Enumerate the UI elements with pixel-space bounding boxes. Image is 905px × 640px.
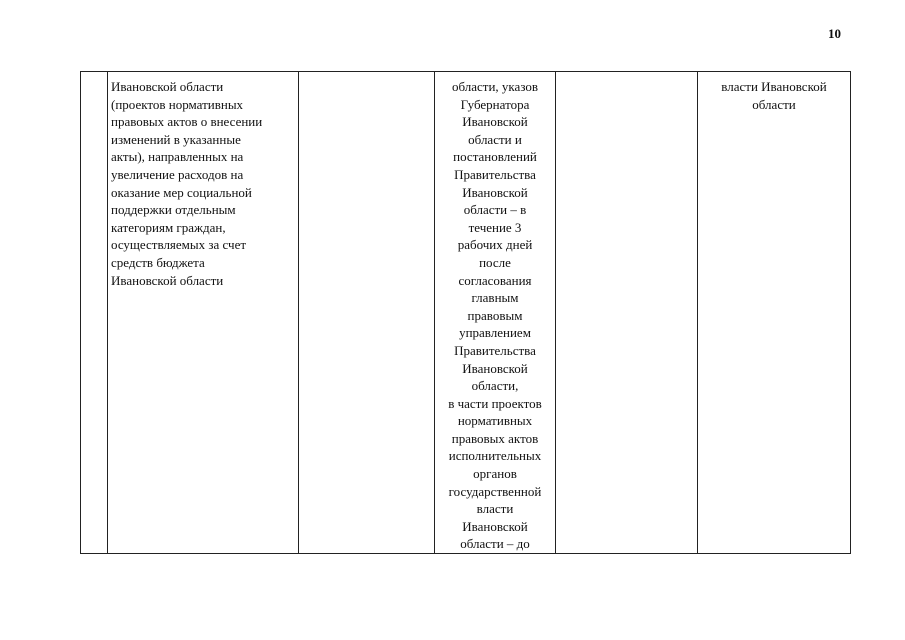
measure-name-text: Ивановской области (проектов нормативных правовых актов о внесении изменений в указанные акты), направленных на увеличение расходов на оказание мер социальной поддержки отдельным категориям граждан, осуществляемых за счет средств бюджета Ивановской области (111, 79, 263, 288)
deadline-text: области, указов Губернатора Ивановской области и постановлений Правительства Ивановской области – в течение 3 рабочих дней после согласования главным правовым управлением Правительства Ивановской области, в части проектов нормативных правовых актов исполнительных органов государственной власти Ивановской области – до (448, 79, 542, 552)
continuation-table (80, 71, 851, 554)
empty-cell (556, 72, 698, 554)
empty-cell (299, 72, 435, 554)
measure-name-cell (108, 72, 299, 554)
page-number: 10 (828, 26, 841, 41)
table-row (81, 72, 851, 554)
row-number-cell (81, 72, 108, 554)
deadline-cell (435, 72, 556, 554)
responsible-cell (698, 72, 851, 554)
responsible-text: власти Ивановской области (721, 79, 827, 112)
